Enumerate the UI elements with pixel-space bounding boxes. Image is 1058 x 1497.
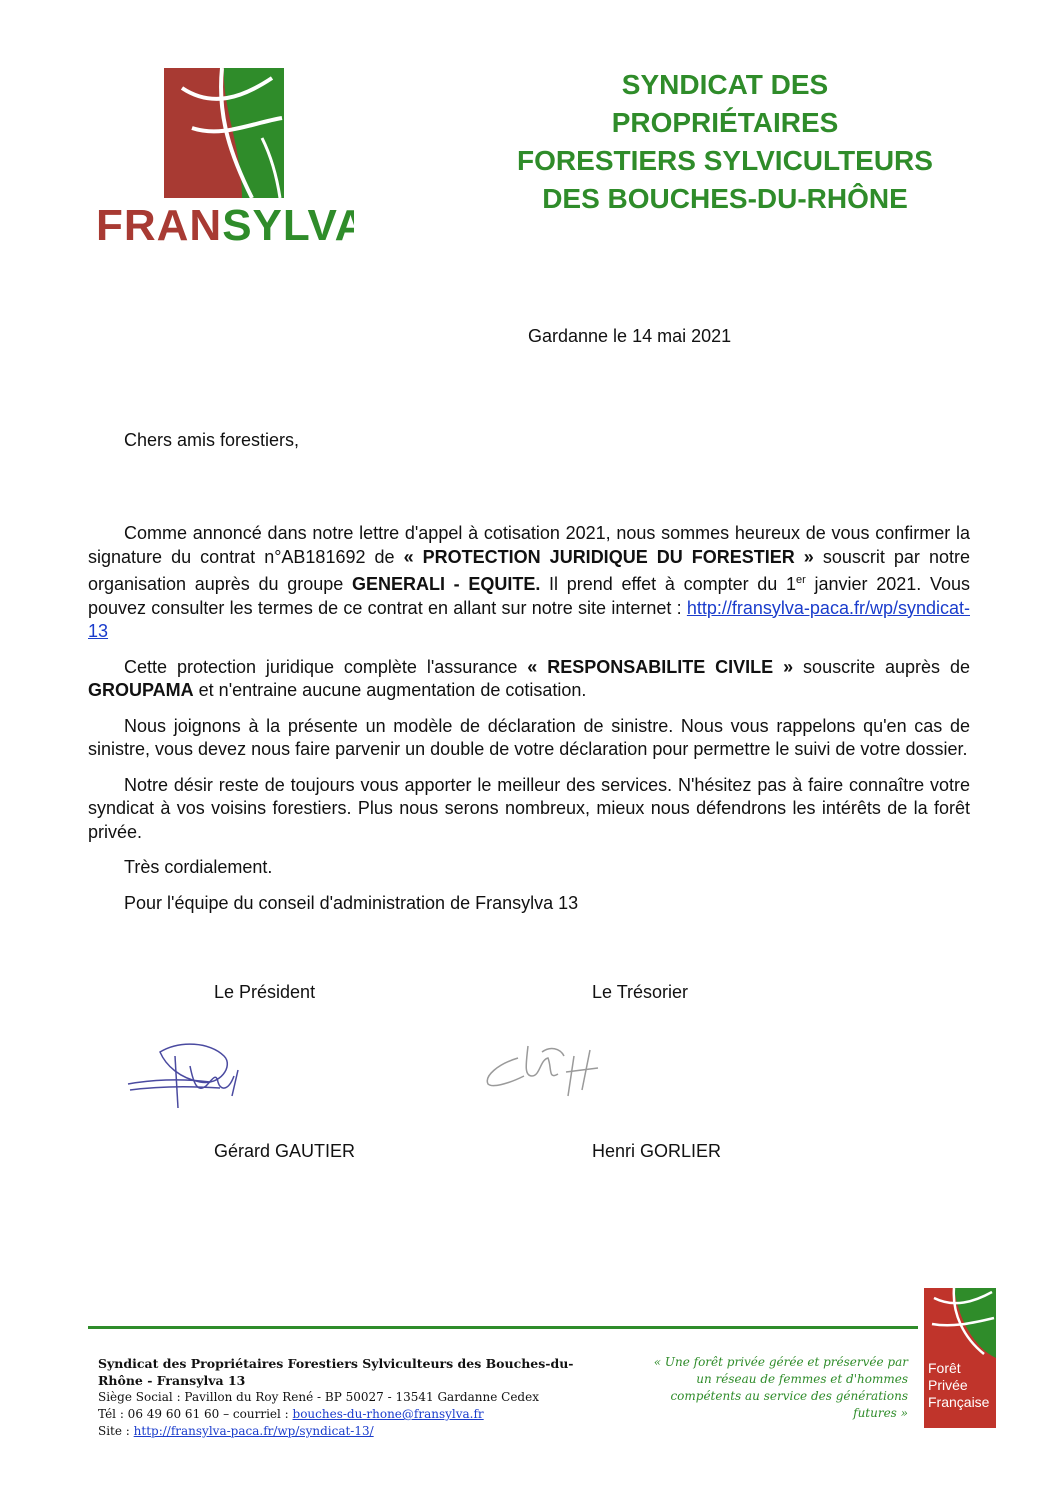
fpf-logo-text: Forêt Privée Française — [928, 1360, 990, 1410]
site-link[interactable]: http://fransylva-paca.fr/wp/syndicat-13/ — [133, 1424, 374, 1438]
footer-org-name: Syndicat des Propriétaires Forestiers Sylviculteurs des Bouches-du-Rhône - Fransylva 13 — [98, 1356, 574, 1388]
contract-link[interactable]: http://fransylva-paca.fr/wp/syndicat-13 — [88, 597, 970, 641]
footer-divider — [88, 1326, 918, 1329]
treasurer-role: Le Trésorier — [592, 982, 689, 1002]
closing: Très cordialement. — [124, 857, 273, 877]
team-line: Pour l'équipe du conseil d'administration de Fransylva 13 — [124, 892, 579, 913]
paragraph-claims: Nous joignons à la présente un modèle de déclaration de sinistre. Nous vous rappelons qu'en cas de sinistre, vous devez nous faire parvenir un double de votre déclaration pour permettre le suivi de votre dossier. — [88, 715, 970, 759]
footer-quote: « Une forêt privée gérée et préservée par un réseau de femmes et d'hommes compétents au service des générations futures » — [653, 1355, 908, 1420]
organization-title — [500, 66, 950, 218]
fransylva-logo — [92, 68, 354, 248]
signature-icon — [478, 1036, 618, 1116]
paragraph-insurance: Cette protection juridique complète l'assurance « RESPONSABILITE CIVILE » souscrite auprès de GROUPAMA et n'entraine aucune augmentation de cotisation. — [88, 656, 970, 700]
footer-site: Site : http://fransylva-paca.fr/wp/syndicat-13/ — [98, 1424, 374, 1438]
footer-phone-email: Tél : 06 49 60 61 60 – courriel : bouches-du-rhone@fransylva.fr — [98, 1407, 484, 1421]
letter-body — [88, 522, 970, 927]
president-name: Gérard GAUTIER — [214, 1141, 356, 1161]
org-title-line: FORESTIERS SYLVICULTEURS — [517, 145, 933, 176]
salutation: Chers amis forestiers, — [124, 430, 300, 450]
fransylva-logo-icon — [92, 68, 354, 248]
paragraph-services: Notre désir reste de toujours vous apporter le meilleur des services. N'hésitez pas à faire connaître votre syndicat à vos voisins forestiers. Plus nous serons nombreux, mieux nous défendrons les intérêts de la forêt privée. — [88, 774, 970, 842]
footer-address: Siège Social : Pavillon du Roy René - BP 50027 - 13541 Gardanne Cedex — [98, 1390, 539, 1404]
paragraph-contract: Comme annoncé dans notre lettre d'appel à cotisation 2021, nous sommes heureux de vous confirmer la signature du contrat n°AB181692 de « PROTECTION JURIDIQUE DU FORESTIER » souscrit par notre organisation auprès du groupe GENERALI - EQUITE. Il prend effet à compter du 1er janvier 2021. Vous pouvez consulter les termes de ce contrat en allant sur notre site internet : http://fransylva-paca.fr/wp/syndicat-13 — [88, 523, 970, 641]
president-role: Le Président — [214, 982, 316, 1002]
svg-text:FRANSYLVA: FRANSYLVA — [96, 201, 354, 248]
treasurer-signature — [478, 1036, 618, 1116]
treasurer-name: Henri GORLIER — [592, 1141, 722, 1161]
president-signature — [120, 1036, 250, 1116]
org-title-line: DES BOUCHES-DU-RHÔNE — [542, 183, 908, 214]
email-link[interactable]: bouches-du-rhone@fransylva.fr — [292, 1407, 484, 1421]
letter-date: Gardanne le 14 mai 2021 — [528, 326, 732, 346]
org-title-line: PROPRIÉTAIRES — [611, 107, 839, 138]
org-title-line: SYNDICAT DES — [621, 69, 829, 100]
signature-icon — [120, 1036, 250, 1116]
footer-contact — [98, 1355, 618, 1440]
